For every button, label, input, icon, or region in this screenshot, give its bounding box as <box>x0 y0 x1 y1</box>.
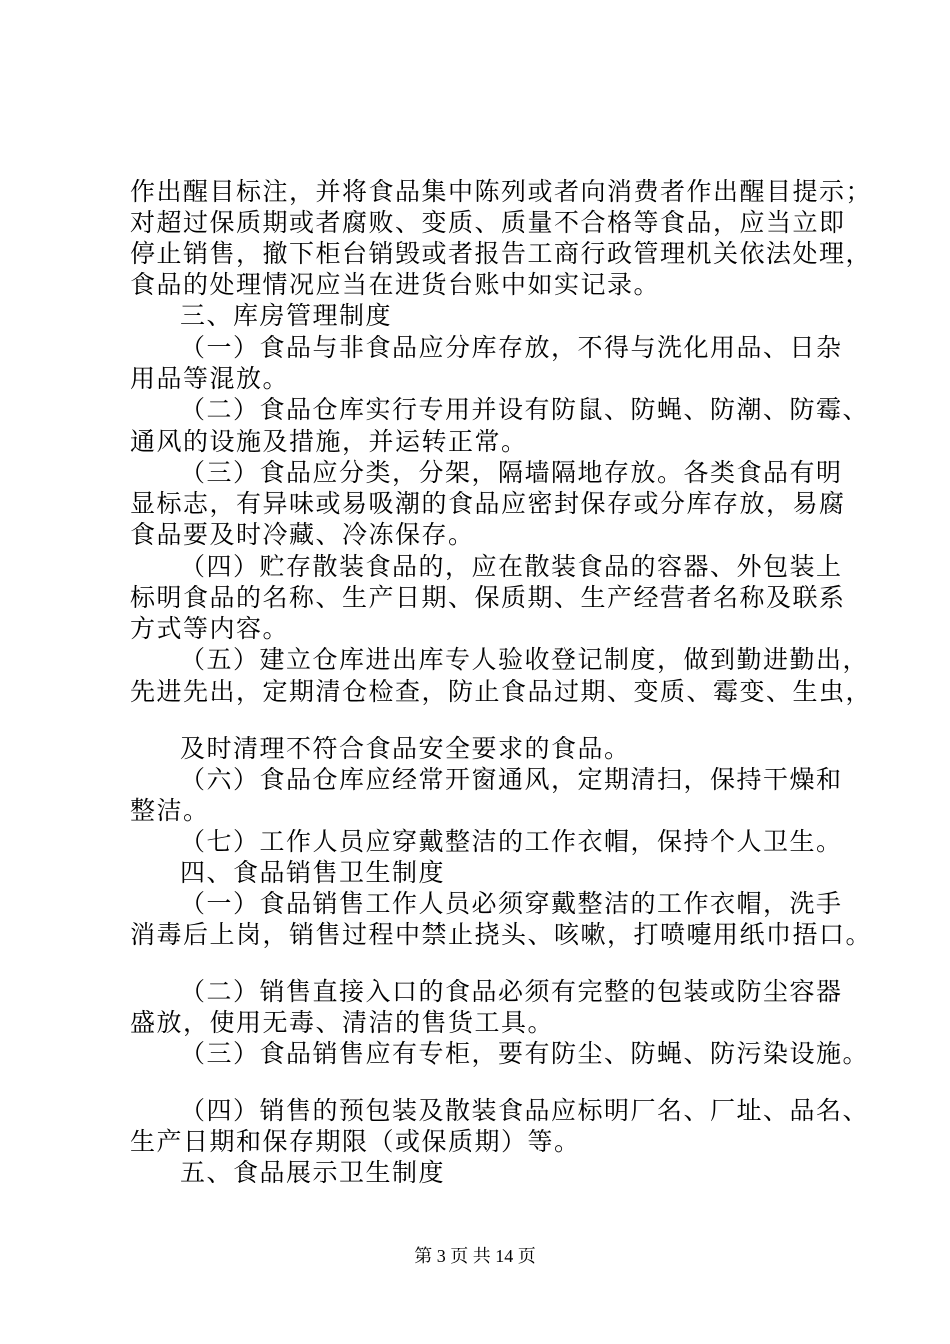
text-line: （四）销售的预包装及散装食品应标明厂名、厂址、品名、 <box>180 1096 870 1125</box>
text-line: 食品要及时冷藏、冷冻保存。 <box>130 520 475 549</box>
text-line: （六）食品仓库应经常开窗通风，定期清扫，保持干燥和 <box>180 765 843 794</box>
section-heading: 三、库房管理制度 <box>180 301 393 330</box>
section-heading: 四、食品销售卫生制度 <box>180 858 446 887</box>
text-line: 用品等混放。 <box>130 364 290 393</box>
text-line: （二）销售直接入口的食品必须有完整的包装或防尘容器 <box>180 977 843 1006</box>
text-line: 标明食品的名称、生产日期、保质期、生产经营者名称及联系 <box>130 583 846 612</box>
text-line: （七）工作人员应穿戴整洁的工作衣帽，保持个人卫生。 <box>180 827 843 856</box>
text-line: （一）食品与非食品应分库存放，不得与洗化用品、日杂 <box>180 333 843 362</box>
text-line: 方式等内容。 <box>130 614 290 643</box>
text-line: 通风的设施及措施，并运转正常。 <box>130 427 528 456</box>
text-line: 及时清理不符合食品安全要求的食品。 <box>180 734 631 763</box>
text-line: 作出醒目标注，并将食品集中陈列或者向消费者作出醒目提示； <box>130 177 873 206</box>
text-line: 食品的处理情况应当在进货台账中如实记录。 <box>130 270 661 299</box>
text-line: （二）食品仓库实行专用并设有防鼠、防蝇、防潮、防霉、 <box>180 395 870 424</box>
text-line: （一）食品销售工作人员必须穿戴整洁的工作衣帽，洗手 <box>180 889 843 918</box>
text-line: （三）食品销售应有专柜，要有防尘、防蝇、防污染设施。 <box>180 1039 870 1068</box>
text-line: 显标志，有异味或易吸潮的食品应密封保存或分库存放，易腐 <box>130 489 846 518</box>
text-line: 消毒后上岗，销售过程中禁止挠头、咳嗽，打喷嚏用纸巾捂口。 <box>130 920 873 949</box>
page-number: 第 3 页 共 14 页 <box>414 1246 536 1266</box>
text-line: 对超过保质期或者腐败、变质、质量不合格等食品，应当立即 <box>130 208 846 237</box>
text-line: 先进先出，定期清仓检查，防止食品过期、变质、霉变、生虫， <box>130 677 873 706</box>
text-line: （三）食品应分类，分架，隔墙隔地存放。各类食品有明 <box>180 458 843 487</box>
text-line: 生产日期和保存期限（或保质期）等。 <box>130 1127 581 1156</box>
text-line: 整洁。 <box>130 796 210 825</box>
section-heading: 五、食品展示卫生制度 <box>180 1158 446 1187</box>
text-line: 盛放，使用无毒、清洁的售货工具。 <box>130 1008 555 1037</box>
text-line: （四）贮存散装食品的，应在散装食品的容器、外包装上 <box>180 552 843 581</box>
text-line: （五）建立仓库进出库专人验收登记制度，做到勤进勤出， <box>180 645 870 674</box>
text-line: 停止销售，撤下柜台销毁或者报告工商行政管理机关依法处理， <box>130 239 873 268</box>
